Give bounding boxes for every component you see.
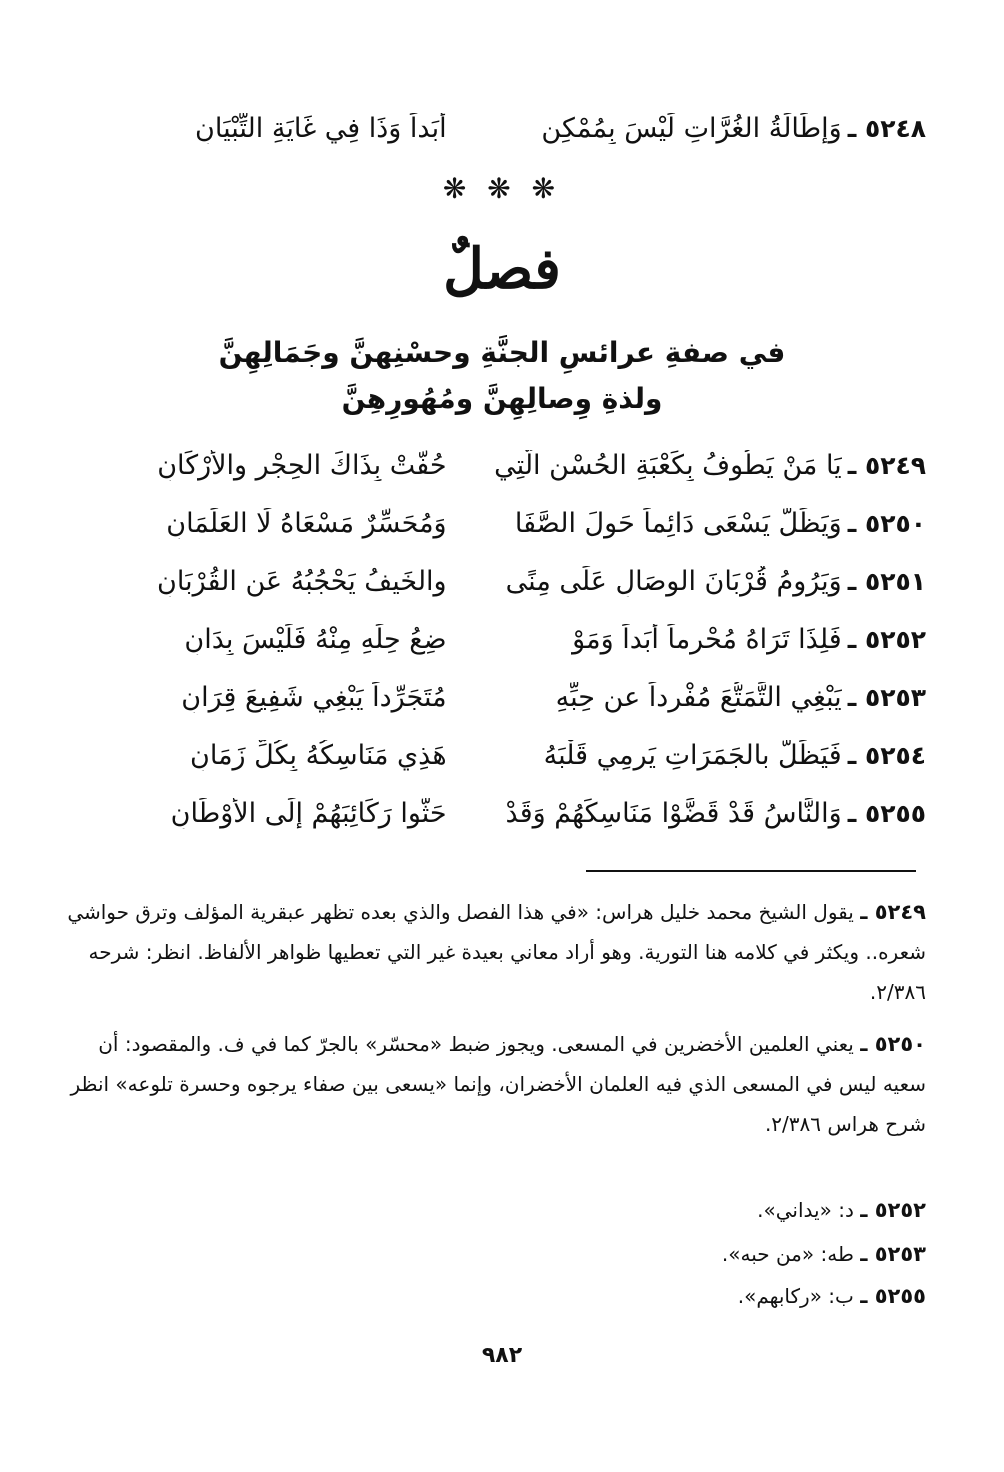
section-separator: ❋ ❋ ❋	[442, 172, 562, 205]
section-subtitle-line1: في صفةِ عرائسِ الجنَّةِ وحسْنِهنَّ وجَمَالِهِنَّ	[218, 336, 786, 369]
verse-line	[66, 730, 926, 780]
verse-first-hemistich: وَالنَّاسُ قَدْ قَضَّوْا مَنَاسِكَهُمْ وَقَدْ	[505, 797, 842, 829]
verse-first-hemistich: وَيَظَلُّ يَسْعَى دَائِماً حَولَ الصَّفَا	[514, 507, 842, 539]
footnote	[66, 892, 926, 1012]
verse-number: ٥٢٤٩ ـ	[847, 450, 926, 480]
verse-number: ٥٢٥٣ ـ	[847, 682, 926, 712]
footnote-text: د: «يداني».	[757, 1198, 854, 1222]
section-subtitle-line2: ولذةِ وِصالِهِنَّ ومُهُورِهِنَّ	[341, 382, 663, 415]
footnote	[66, 1024, 926, 1144]
verse-second-hemistich: والخَيفُ يَحْجُبُهُ عَنِ القُرْبَانِ	[157, 565, 447, 597]
footnote-number: ٥٢٥٢ ـ	[860, 1198, 926, 1222]
verse-number: ٥٢٥١ ـ	[847, 566, 926, 596]
verse-first-hemistich: يَا مَنْ يَطُوفُ بِكَعْبَةِ الحُسْنِ الَّتِي	[494, 449, 842, 481]
verse-first-hemistich: وَيَرُومُ قُرْبَانَ الوِصَالِ عَلَى مِنًى	[505, 565, 842, 597]
footnote	[66, 1234, 926, 1274]
verse-second-hemistich: وَمُحَسِّرٌ مَسْعَاهُ لَا العَلَمَانِ	[166, 507, 447, 539]
verse-first-hemistich: يَبْغِي التَّمَتُّعَ مُفْرِداً عن حِبِّهِ	[555, 681, 842, 713]
verse-number: ٥٢٥٤ ـ	[847, 740, 926, 770]
verse-second-hemistich: ضِعُ حِلِّهِ مِنْهُ فَلَيْسَ بِدَانِ	[184, 623, 447, 655]
verse-number: ٥٢٥٠ ـ	[847, 508, 926, 538]
verse-first-hemistich: وَإِطَالَةُ الغُرَّاتِ لَيْسَ بِمُمْكِنٍ	[541, 112, 842, 144]
footnote	[66, 1276, 926, 1316]
footnote-number: ٥٢٥٣ ـ	[860, 1242, 926, 1266]
footnote	[66, 1190, 926, 1230]
verse-first-hemistich: فَلِذَا تَرَاهُ مُحْرِماً أَبَداً وَمَوْ	[572, 623, 842, 655]
verse-second-hemistich: حَثُّوا رَكَائِبَهُمْ إِلَى الأَوْطَانِ	[170, 797, 447, 829]
verse-number: ٥٢٤٨ ـ	[847, 113, 926, 143]
footnote-number: ٥٢٤٩ ـ	[860, 900, 926, 924]
verse-number: ٥٢٥٥ ـ	[847, 798, 926, 828]
verse-line	[66, 440, 926, 490]
verse-second-hemistich: حُفَّتْ بِذَاكَ الحِجْرِ والأَرْكَانِ	[157, 449, 447, 481]
verse-first-hemistich: فَيَظَلُّ بالجَمَرَاتِ يَرمِي قَلْبَهُ	[543, 739, 842, 771]
verse-number: ٥٢٥٢ ـ	[847, 624, 926, 654]
footnote-text: يقول الشيخ محمد خليل هراس: «في هذا الفصل والذي بعده تظهر عبقرية المؤلف وترق حواشي شعره.. ويكثر في كلامه هنا التورية. وهو أراد معاني بعيدة غير التي تعطيها ظواهر الألفاظ. انظر: شرحه ٢/٣٨٦.	[67, 900, 926, 1004]
verse-line	[66, 672, 926, 722]
section-heading: فصلٌ	[443, 236, 561, 302]
verse-second-hemistich: مُتَجَرِّداً يَبْغِي شَفِيعَ قِرَانِ	[181, 681, 447, 713]
footnote-number: ٥٢٥٠ ـ	[860, 1032, 926, 1056]
verse-line	[66, 788, 926, 838]
footnote-number: ٥٢٥٥ ـ	[860, 1284, 926, 1308]
footnote-divider	[586, 870, 916, 872]
verse-line	[66, 556, 926, 606]
verse-line	[66, 498, 926, 548]
verse-second-hemistich: هَذِي مَنَاسِكُهُ بِكُلِّ زَمَانِ	[190, 739, 447, 771]
footnote-text: طه: «من حبه».	[721, 1242, 854, 1266]
page-number: ٩٨٢	[481, 1343, 523, 1368]
verse-line	[66, 614, 926, 664]
verse-second-hemistich: أَبَداً وَذَا فِي غَايَةِ التِّبْيَانِ	[195, 112, 447, 144]
footnote-text: ب: «ركابهم».	[737, 1284, 854, 1308]
verse-line	[66, 103, 926, 153]
footnote-text: يعني العلمين الأخضرين في المسعى. ويجوز ضبط «محسّر» بالجرّ كما في ف. والمقصود: أن سعيه ليس في المسعى الذي فيه العلمان الأخضران، وإنما «يسعى بين صفاء يرجوه وحسرة تلوعه» انظر شرح هراس ٢/٣٨٦.	[70, 1032, 926, 1136]
